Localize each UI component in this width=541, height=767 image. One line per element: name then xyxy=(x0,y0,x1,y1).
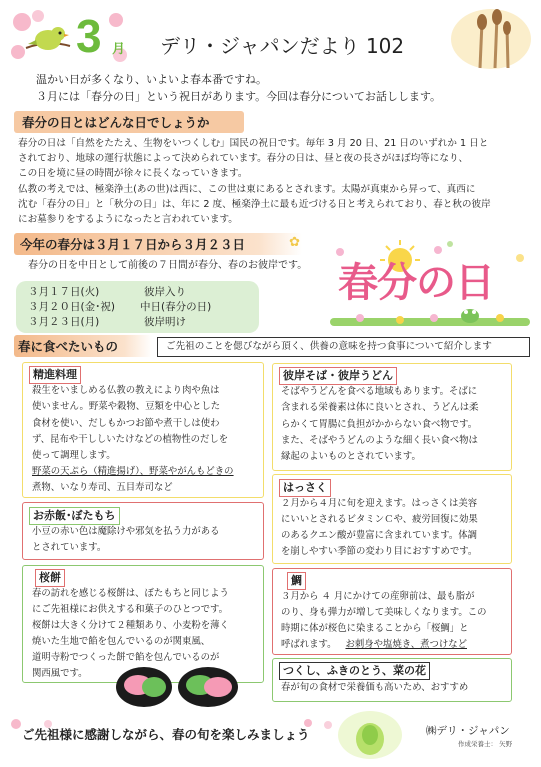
box-line: 煮物、いなり寿司、五目寿司など xyxy=(32,482,173,493)
footer-sprout-illustration xyxy=(330,705,410,763)
fukinoto-icon xyxy=(330,705,410,763)
box-line: 道明寺粉でつくった餅で餡を包んでいるのが xyxy=(32,652,220,663)
box-line: にいいとされるビタミンＣや、疲労回復に効果 xyxy=(281,514,478,525)
sakuramochi-icon xyxy=(108,663,248,709)
section-heading-text: 春に食べたいもの xyxy=(18,339,119,354)
box-line: 桜餅は大きく分けて２種類あり、小麦粉を薄く xyxy=(32,620,229,631)
box-line: 縁起のよいものとされています。 xyxy=(281,451,421,462)
box-line: らかくて胃腸に負担がかからない食べ物です。 xyxy=(281,419,478,430)
section1-para2-line1: 仏教の考えでは、極楽浄土(あの世)は西に、この世は東にあるとされます。太陽が真東から昇って、真西に xyxy=(18,184,476,195)
schedule-event-3: 彼岸明け xyxy=(144,316,186,328)
footer-company: ㈱デリ・ジャパン xyxy=(426,725,510,737)
section1-para2-line3: にお墓参りをするようになったと言われています。 xyxy=(18,214,238,225)
botamochi-illustration xyxy=(108,663,248,709)
shunbun-illustration xyxy=(330,238,530,332)
box-line: 食材を使い、だしもかつお節や煮干しは使わ xyxy=(32,418,220,429)
box-line: 春が旬の食材で栄養価も高いため、おすすめ xyxy=(281,682,469,693)
box-line-underlined: お刺身や塩焼き、煮つけなど xyxy=(345,639,467,650)
section3-note xyxy=(157,337,530,357)
section2-desc: 春分の日を中日として前後の７日間が春分、春のお彼岸です。 xyxy=(28,260,308,271)
section-heading-spring-food xyxy=(14,335,152,357)
section-heading-shunbun xyxy=(14,111,244,133)
box-sekihan xyxy=(22,502,264,560)
section1-para1-line3: この日を境に昼の時間が徐々に長くなっていきます。 xyxy=(18,168,248,179)
box-line: 含まれる栄養素は体に良いとされ、うどんは柔 xyxy=(281,402,479,413)
section1-para2-line2: 沈む「春分の日」と「秋分の日」は、年に 2 度、極楽浄土に最も近づける日と考えられており、春と秋の彼岸 xyxy=(18,199,491,210)
section-heading-this-year xyxy=(14,233,302,255)
schedule-date-3: ３月２３日(月) xyxy=(28,316,100,328)
box-hassaku xyxy=(272,474,512,564)
box-line: にご先祖様にお供えする和菓子のひとつです。 xyxy=(32,604,228,615)
box-line-underlined: 野菜の天ぷら（精進揚げ）、野菜やがんもどきの xyxy=(32,466,234,477)
box-line: 焼いた生地で餡を包んでいるのが関東風、 xyxy=(32,636,211,647)
box-shojin xyxy=(22,362,264,498)
box-line: 関西風です。 xyxy=(32,668,88,679)
box-line: そばやうどんを食べる地域もあります。そばに xyxy=(281,386,478,397)
box-title: はっさく xyxy=(279,479,331,497)
box-line: 使いません。野菜や穀物、豆類を中心とした xyxy=(32,401,221,412)
horsetail-illustration xyxy=(450,8,532,70)
box-line: また、そばやうどんのような細く長い食べ物は xyxy=(281,435,478,446)
box-line: 殺生をいましめる仏教の教えにより肉や魚は xyxy=(32,385,220,396)
section-heading-text: 今年の春分は３月１７日から３月２３日 xyxy=(20,237,246,252)
box-line: のり、身も弾力が増して美味しくなります。この xyxy=(281,607,487,618)
box-line: ず、昆布や干ししいたけなどの植物性のだしを xyxy=(32,434,229,445)
box-line: のあるクエン酸が豊富に含まれています。体調 xyxy=(281,530,477,541)
box-line: とされています。 xyxy=(32,542,107,553)
schedule-date-1: ３月１７日(火) xyxy=(28,286,100,298)
box-line: ３月から ４ 月にかけての産卵前は、最も脂が xyxy=(281,591,475,602)
box-title: 鯛 xyxy=(287,572,306,590)
shunbun-title-art: 春分の日 xyxy=(338,260,494,306)
box-line: 小豆の赤い色は魔除けや邪気を払う力がある xyxy=(32,526,220,537)
section1-para1-line1: 春分の日は「自然をたたえ、生物をいつくしむ」国民の祝日です。毎年 3 月 20 日、21 日のいずれか 1 日と xyxy=(18,138,489,149)
month-suffix: 月 xyxy=(112,42,126,57)
box-tai xyxy=(272,568,512,655)
box-line: 時期に体が桜色に染まることから「桜鯛」と xyxy=(281,623,469,634)
box-line: を崩しやすい季節の変わり目におすすめです。 xyxy=(281,546,478,557)
box-title: 桜餅 xyxy=(35,569,65,587)
box-line-plain: 呼ばれます。 xyxy=(281,639,337,650)
schedule-event-1: 彼岸入り xyxy=(144,286,186,298)
intro-line-2: ３月には「春分の日」という祝日があります。今回は春分についてお話しします。 xyxy=(36,90,442,103)
flower-icon: ✿ xyxy=(289,235,300,250)
horsetail-icon xyxy=(450,8,532,70)
section-heading-text: 春分の日とはどんな日でしょうか xyxy=(22,115,210,130)
section1-para1-line2: されており、地球の運行状態によって決められています。春分の日は、昼と夜の長さがほぼ均等になり、 xyxy=(18,153,469,164)
box-title: 精進料理 xyxy=(29,366,81,384)
box-line xyxy=(281,637,467,653)
section3-note-text: ご先祖のことを偲びながら頂く、供養の意味を持つ食事について紹介します xyxy=(166,341,492,352)
schedule-event-2: 中日(春分の日) xyxy=(140,301,212,313)
box-line: ２月から４月に旬を迎えます。はっさくは美容 xyxy=(281,498,478,509)
footer-author: 作成栄養士： 矢野 xyxy=(458,740,513,748)
page-title: デリ・ジャパンだより 102 xyxy=(160,34,405,58)
box-title: 彼岸そば・彼岸うどん xyxy=(279,367,397,385)
month-number: 3 xyxy=(76,10,102,62)
box-soba xyxy=(272,363,512,471)
box-line: 春の訪れを感じる桜餅は、ぼたもちと同じよう xyxy=(32,588,229,599)
intro-line-1: 温かい日が多くなり、いよいよ春本番ですね。 xyxy=(36,73,267,86)
box-line: 使って調理します。 xyxy=(32,450,116,461)
footer-slogan: ご先祖様に感謝しながら、春の旬を楽しみましょう xyxy=(22,727,310,742)
box-tsukushi xyxy=(272,658,512,702)
schedule-box xyxy=(16,281,259,333)
box-title: お赤飯･ぼたもち xyxy=(29,507,120,525)
schedule-date-2: ３月２０日(金･祝) xyxy=(28,301,115,313)
box-title: つくし、ふきのとう、菜の花 xyxy=(279,662,430,680)
